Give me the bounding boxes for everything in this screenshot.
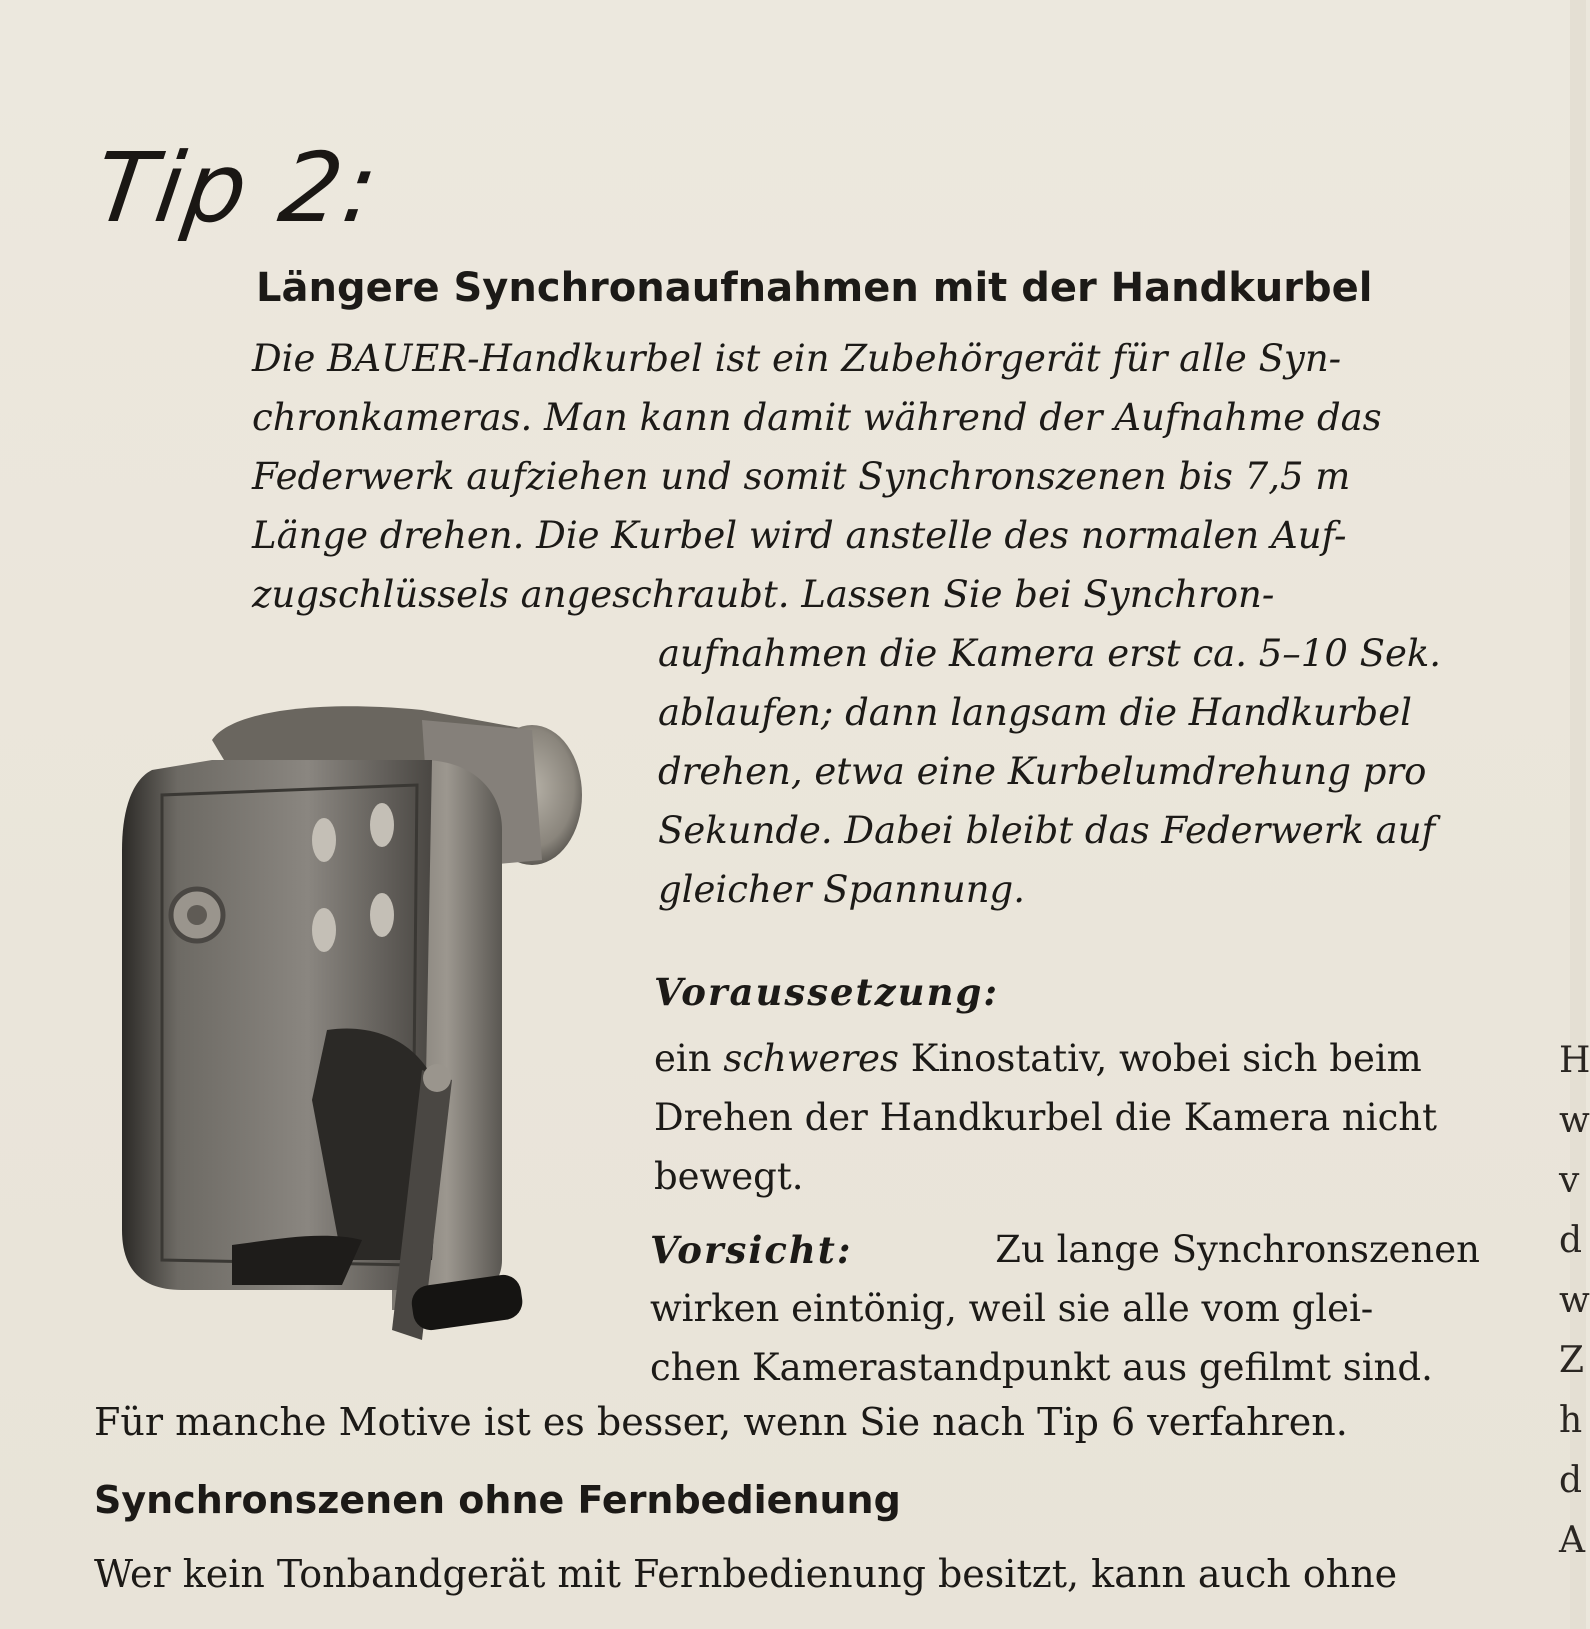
edge-char-9: A (1559, 1520, 1585, 1561)
body-line-9: Sekunde. Dabei bleibt das Federwerk auf (658, 809, 1436, 852)
vorsicht-line-2: wirken eintönig, weil sie alle vom glei- (650, 1287, 1374, 1330)
body-line-10: gleicher Spannung. (658, 868, 1026, 911)
vorsicht-line-3: chen Kamerastandpunkt aus gefilmt sind. (650, 1346, 1433, 1389)
body-line-8: drehen, etwa eine Kurbelumdrehung pro (658, 750, 1427, 793)
body-line-6: aufnahmen die Kamera erst ca. 5–10 Sek. (658, 632, 1442, 675)
body-line-5: zugschlüssels angeschraubt. Lassen Sie bei Synchron- (252, 573, 1275, 616)
body-line-2: chronkameras. Man kann damit während der Aufnahme das (252, 396, 1382, 439)
voraussetzung-line-2: Drehen der Handkurbel die Kamera nicht (654, 1096, 1437, 1139)
vorsicht-label: Vorsicht: (650, 1228, 853, 1272)
edge-char-3: v (1559, 1160, 1580, 1201)
edge-char-5: w (1559, 1280, 1590, 1321)
vorsicht-line-4: Für manche Motive ist es besser, wenn Sie nach Tip 6 verfahren. (94, 1400, 1348, 1444)
section2-line-1: Wer kein Tonbandgerät mit Fernbedienung besitzt, kann auch ohne (94, 1552, 1398, 1596)
handwritten-tip-label: Tip 2: (88, 132, 387, 244)
vorsicht-line-1: Vorsicht: Zu lange Synchronszenen (650, 1228, 1480, 1272)
edge-char-6: Z (1559, 1340, 1585, 1381)
section-heading-handkurbel: Längere Synchronaufnahmen mit der Handkurbel (256, 265, 1373, 311)
edge-char-1: H (1559, 1040, 1590, 1081)
body-line-4: Länge drehen. Die Kurbel wird anstelle des normalen Auf- (252, 514, 1347, 557)
edge-char-8: d (1559, 1460, 1583, 1501)
body-line-3: Federwerk aufziehen und somit Synchronszenen bis 7,5 m (252, 455, 1351, 498)
body-line-7: ablaufen; dann langsam die Handkurbel (658, 691, 1412, 734)
edge-char-7: h (1559, 1400, 1583, 1441)
voraussetzung-line-1: ein schweres Kinostativ, wobei sich beim (654, 1037, 1422, 1080)
section-heading-fernbedienung: Synchronszenen ohne Fernbedienung (94, 1478, 901, 1522)
voraussetzung-label: Voraussetzung: (654, 970, 999, 1014)
camera-with-handcrank-photo (92, 700, 612, 1380)
edge-char-2: w (1559, 1100, 1590, 1141)
body-line-1: Die BAUER-Handkurbel ist ein Zubehörgerät für alle Syn- (252, 337, 1342, 380)
voraussetzung-line-3: bewegt. (654, 1155, 804, 1198)
edge-char-4: d (1559, 1220, 1583, 1261)
page-gutter-edge (1570, 0, 1586, 1629)
